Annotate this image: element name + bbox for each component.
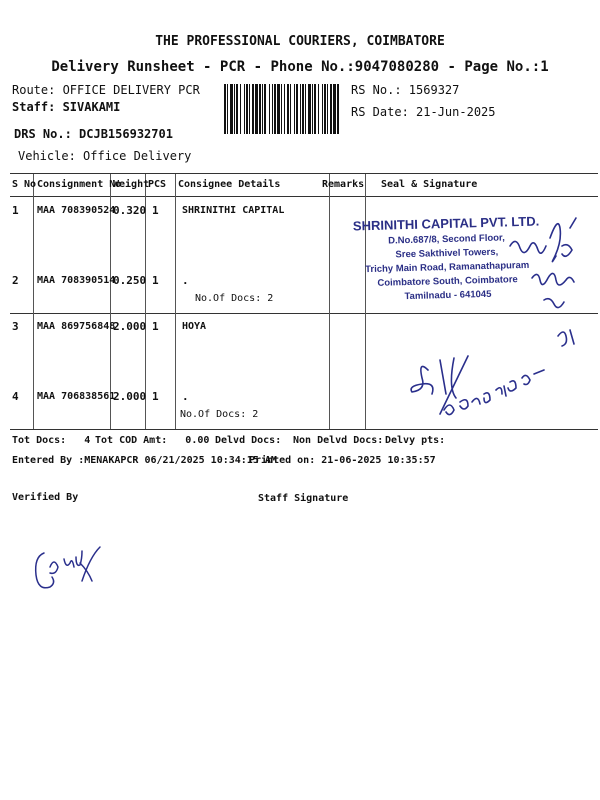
header-consignment: Consignment No: [37, 179, 122, 190]
row-consignee: HOYA: [182, 321, 207, 332]
entered-by: Entered By :MENAKAPCR 06/21/2025 10:34:15 AM: [12, 455, 277, 466]
total-cod-amount: Tot COD Amt: 0.00: [95, 435, 210, 446]
row-consignee: SHRINITHI CAPITAL: [182, 205, 285, 216]
row-sno: 2: [12, 274, 19, 287]
row-consignee: .: [182, 274, 189, 287]
handwritten-signature: [408, 352, 558, 422]
staff-label: Staff: SIVAKAMI: [12, 100, 121, 114]
row-pcs: 1: [152, 274, 159, 287]
barcode: [224, 84, 340, 134]
verified-by-label: Verified By: [12, 492, 79, 503]
row-pcs: 1: [152, 390, 159, 403]
vehicle-label: Vehicle: Office Delivery: [18, 149, 192, 163]
col-sep: [175, 174, 176, 429]
header-pcs: PCS: [148, 179, 167, 190]
row-sno: 3: [12, 320, 19, 333]
row-consignment: MAA 869756848: [37, 321, 116, 332]
rs-date: RS Date: 21-Jun-2025: [351, 105, 496, 119]
header-consignee: Consignee Details: [178, 179, 281, 190]
row-docs: No.Of Docs: 2: [195, 293, 274, 304]
header-remarks: Remarks: [322, 179, 365, 190]
row-weight: 0.250: [113, 274, 147, 287]
total-docs: Tot Docs: 4: [12, 435, 91, 446]
col-sep: [329, 174, 330, 429]
row-docs: No.Of Docs: 2: [180, 409, 259, 420]
table-top-rule: [10, 173, 598, 174]
row-sno: 4: [12, 390, 19, 403]
printed-on: Printed on: 21-06-2025 10:35:57: [249, 455, 436, 466]
row-weight: 2.000: [113, 320, 147, 333]
document-subtitle: Delivery Runsheet - PCR - Phone No.:9047080280 - Page No.:1: [51, 59, 549, 75]
col-sep: [33, 174, 34, 429]
row-pcs: 1: [152, 320, 159, 333]
stamp-address-line: Tamilnadu - 641045: [404, 288, 492, 303]
stamp-address-line: Trichy Main Road, Ramanathapuram: [365, 259, 530, 276]
document-title: THE PROFESSIONAL COURIERS, COIMBATORE: [155, 34, 445, 49]
row-consignment: MAA 706838561: [37, 391, 116, 402]
rs-number: RS No.: 1569327: [351, 83, 460, 97]
verifier-signature: [30, 535, 110, 600]
row-pcs: 1: [152, 204, 159, 217]
delivered-docs: Delvd Docs:: [215, 435, 282, 446]
non-delivered-docs: Non Delvd Docs:: [293, 435, 384, 446]
table-bottom-rule: [10, 429, 598, 430]
row-sno: 1: [12, 204, 19, 217]
stamp-address-line: Coimbatore South, Coimbatore: [377, 274, 518, 289]
drs-number: DRS No.: DCJB156932701: [14, 127, 173, 141]
staff-signature-label: Staff Signature: [258, 493, 349, 504]
row-weight: 0.320: [113, 204, 147, 217]
header-seal: Seal & Signature: [381, 179, 478, 190]
handwritten-signature: [480, 208, 590, 358]
delivery-points: Delvy pts:: [385, 435, 446, 446]
header-sno: S No: [12, 179, 37, 190]
row-consignee: .: [182, 390, 189, 403]
header-weight: Weight: [113, 179, 150, 190]
route-label: Route: OFFICE DELIVERY PCR: [12, 83, 200, 97]
row-consignment: MAA 708390524: [37, 205, 116, 216]
row-consignment: MAA 708390514: [37, 275, 116, 286]
row-weight: 2.000: [113, 390, 147, 403]
stamp-address-line: Sree Sakthivel Towers,: [395, 246, 499, 261]
stamp-address-line: D.No.687/8, Second Floor,: [388, 232, 505, 247]
table-header-rule: [10, 196, 598, 197]
stamp-company-name: SHRINITHI CAPITAL PVT. LTD.: [352, 213, 540, 234]
